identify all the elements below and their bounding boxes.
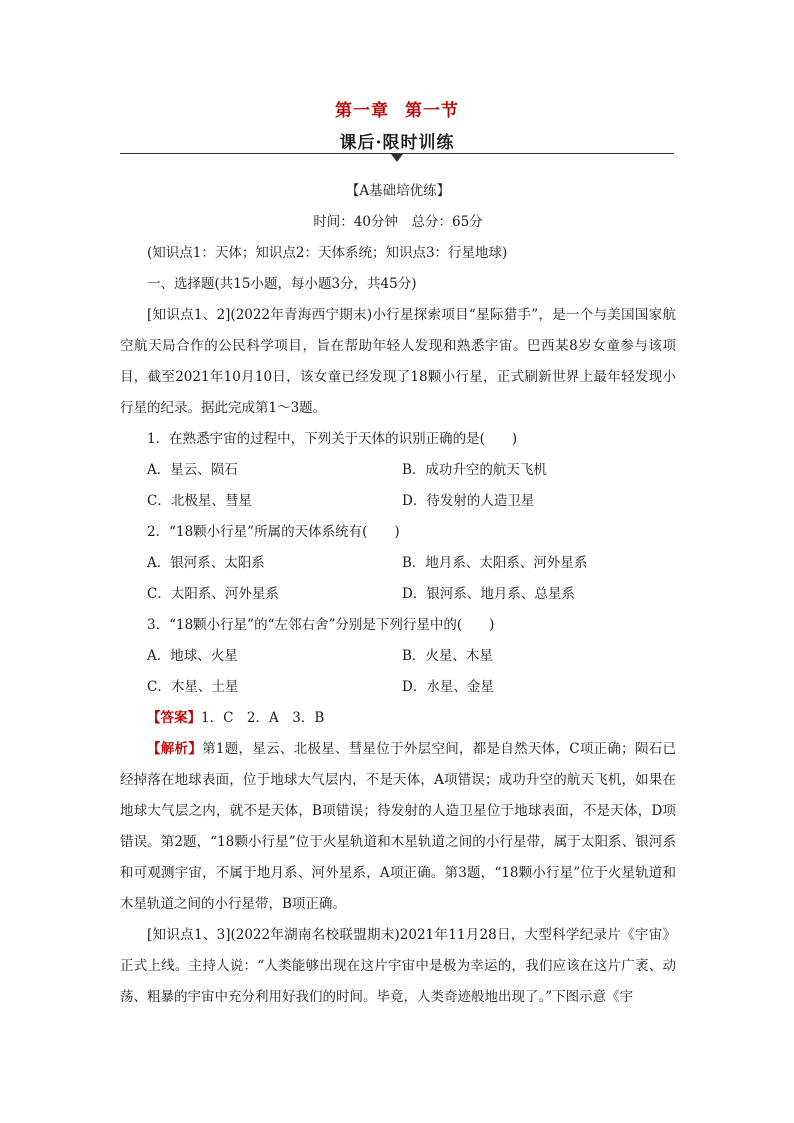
chapter-label: 第一章 bbox=[335, 101, 389, 121]
question-stem-1: 1．在熟悉宇宙的过程中，下列关于天体的识别正确的是( ) bbox=[147, 431, 518, 447]
section-heading: 一、选择题(共15小题，每小题3分，共45分) bbox=[147, 276, 417, 292]
analysis-text: 第1题，星云、北极星、彗星位于外层空间，都是自然天体，C项正确；陨石已经掉落在地球表面，位于地球大气层内，不是天体，A项错误；成功升空的航天飞机，如果在地球大气层之内，就不是天体，B项错误；待发射的人造卫星位于地球表面，不是天体，D项错误。第2题，“18颗小行星”位于火星轨道和木星轨道之间的小行星带，属于太阳系、银河系和可观测宇宙，不属于地月系、河外星系，A项正确。第3题，“18颗小行星”位于火星轨道和木星轨道之间的小行星带，B项正确。 bbox=[120, 741, 677, 912]
options-row bbox=[120, 579, 676, 610]
material-paragraph-2: [知识点1、3](2022年湖南名校联盟期末)2021年11月28日，大型科学纪录片《宇宙》正式上线。主持人说：“人类能够出现在这片宇宙中是极为幸运的，我们应该在这片广袤、动荡、粗暴的宇宙中充分利用好我们的时间。毕竟，人类奇迹般地出现了。”下图示意《宇 bbox=[120, 927, 676, 1005]
document-body bbox=[120, 176, 676, 1013]
page-subtitle: 课后·限时训练 bbox=[339, 133, 455, 153]
material-paragraph-1: [知识点1、2](2022年青海西宁期末)小行星探索项目“星际猎手”，是一个与美国国家航空航天局合作的公民科学项目，旨在帮助年轻人发现和熟悉宇宙。巴西某8岁女童参与该项目，截至2021年10月10日，该女童已经发现了18颗小行星，正式刷新世界上最年轻发现小行星的纪录。据此完成第1～3题。 bbox=[120, 307, 676, 416]
option-a: A．地球、火星 bbox=[147, 648, 238, 664]
option-d: D．待发射的人造卫星 bbox=[402, 493, 535, 509]
answer-label: 【答案】 bbox=[147, 710, 201, 726]
option-b: B．地月系、太阳系、河外星系 bbox=[402, 555, 588, 571]
option-c: C．北极星、彗星 bbox=[147, 493, 252, 509]
options-row bbox=[120, 641, 676, 672]
option-d: D．水星、金星 bbox=[402, 679, 494, 695]
options-row bbox=[120, 486, 676, 517]
options-row bbox=[120, 672, 676, 703]
option-b: B．火星、木星 bbox=[402, 648, 493, 664]
option-c: C．木星、土星 bbox=[147, 679, 239, 695]
answer-text: 1．C 2．A 3．B bbox=[201, 710, 325, 726]
option-b: B．成功升空的航天飞机 bbox=[402, 462, 547, 478]
option-a: A．银河系、太阳系 bbox=[147, 555, 265, 571]
option-a: A．星云、陨石 bbox=[147, 462, 238, 478]
option-d: D．银河系、地月系、总星系 bbox=[402, 586, 575, 602]
section-label: 第一节 bbox=[405, 101, 459, 121]
question-stem-2: 2．“18颗小行星”所属的天体系统有( ) bbox=[147, 524, 400, 540]
knowledge-points: (知识点1：天体；知识点2：天体系统；知识点3：行星地球) bbox=[147, 245, 508, 261]
level-label: 【A基础培优练】 bbox=[345, 183, 451, 199]
answer-line bbox=[120, 703, 676, 734]
options-row bbox=[120, 548, 676, 579]
chapter-title bbox=[0, 96, 794, 121]
analysis-paragraph bbox=[120, 734, 676, 920]
triangle-marker-icon bbox=[391, 154, 403, 162]
option-c: C．太阳系、河外星系 bbox=[147, 586, 279, 602]
analysis-label: 【解析】 bbox=[147, 741, 203, 757]
time-score: 时间：40分钟 总分：65分 bbox=[313, 214, 483, 230]
options-row bbox=[120, 455, 676, 486]
question-stem-3: 3．“18颗小行星”的“左邻右舍”分别是下列行星中的( ) bbox=[147, 617, 495, 633]
